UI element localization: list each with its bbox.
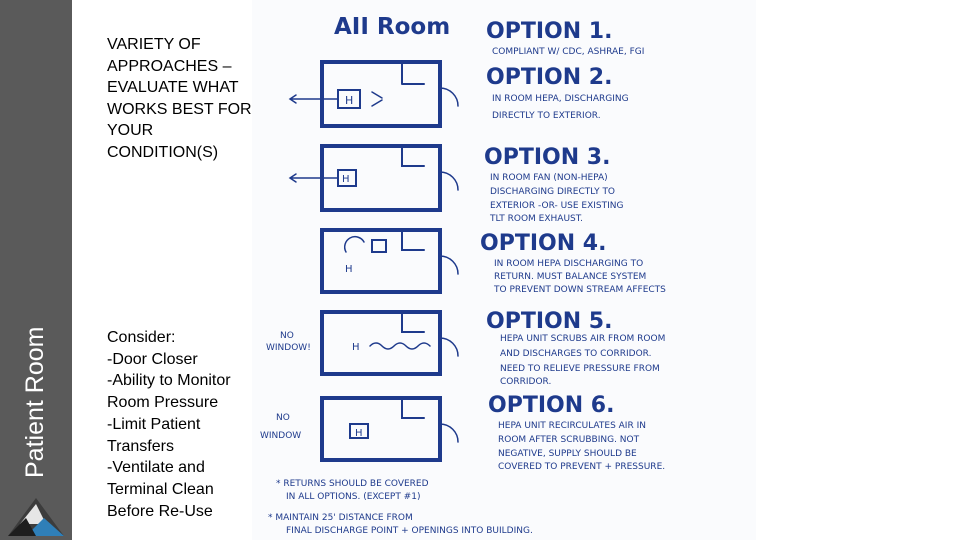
option-5-line: AND DISCHARGES TO CORRIDOR. <box>500 349 652 359</box>
option-3-label: OPTION 3. <box>484 145 611 170</box>
consider-line: Terminal Clean <box>107 480 214 498</box>
room-plan-1 <box>322 62 440 126</box>
option-6-line: NEGATIVE, SUPPLY SHOULD BE <box>498 449 637 459</box>
option-6-line: ROOM AFTER SCRUBBING. NOT <box>498 435 640 445</box>
option-2-label: OPTION 2. <box>486 65 613 90</box>
footnote-line: IN ALL OPTIONS. (EXCEPT #1) <box>286 492 421 502</box>
consider-line: -Limit Patient <box>107 415 201 433</box>
option-4-line: TO PREVENT DOWN STREAM AFFECTS <box>494 285 666 295</box>
option-5-line: NEED TO RELIEVE PRESSURE FROM <box>500 364 660 374</box>
consider-list <box>107 327 255 522</box>
option-3-line: DISCHARGING DIRECTLY TO <box>490 187 616 197</box>
consider-line: Consider: <box>107 329 176 346</box>
footnote-line: FINAL DISCHARGE POINT + OPENINGS INTO BUILDING. <box>286 526 533 536</box>
hepa-mark: H <box>352 342 360 353</box>
consider-line: -Ability to Monitor <box>107 372 231 390</box>
option-4-label: OPTION 4. <box>480 231 607 256</box>
sketch-image <box>252 0 756 540</box>
option-1-label: OPTION 1. <box>486 19 613 44</box>
hepa-mark: H <box>345 94 354 107</box>
room-plan-2 <box>322 146 440 210</box>
sidebar <box>0 0 72 540</box>
consider-line: Room Pressure <box>107 394 219 412</box>
footnote-line: * MAINTAIN 25' DISTANCE FROM <box>268 513 413 523</box>
option-1-line: COMPLIANT W/ CDC, ASHRAE, FGI <box>492 47 645 57</box>
option-5-line: HEPA UNIT SCRUBS AIR FROM ROOM <box>500 334 666 344</box>
hepa-mark: H <box>342 174 350 185</box>
option-2-line: DIRECTLY TO EXTERIOR. <box>492 111 601 121</box>
sketch-title: AII Room <box>334 14 451 40</box>
option-3-line: TLT ROOM EXHAUST. <box>490 214 584 224</box>
consider-line: -Door Closer <box>107 350 198 368</box>
heading-text: VARIETY OF APPROACHES – EVALUATE WHAT WORKS BEST FOR YOUR CONDITION(S) <box>107 36 252 161</box>
hepa-mark: H <box>355 428 363 439</box>
footnote-line: * RETURNS SHOULD BE COVERED <box>276 479 429 489</box>
consider-line: Transfers <box>107 437 174 455</box>
option-2-line: IN ROOM HEPA, DISCHARGING <box>492 94 629 104</box>
sidebar-title: Patient Room <box>21 326 49 478</box>
sketch-drawing <box>252 0 756 540</box>
consider-line: Before Re-Use <box>107 502 213 520</box>
option-3-line: IN ROOM FAN (NON-HEPA) <box>490 173 608 183</box>
option-4-line: RETURN. MUST BALANCE SYSTEM <box>494 272 647 282</box>
no-window-label: NO <box>276 413 290 423</box>
option-6-label: OPTION 6. <box>488 393 615 418</box>
no-window-label: NO <box>280 331 294 341</box>
option-5-line: CORRIDOR. <box>500 377 552 387</box>
no-window-label: WINDOW <box>260 431 302 441</box>
option-5-label: OPTION 5. <box>486 309 613 334</box>
option-4-line: IN ROOM HEPA DISCHARGING TO <box>494 259 644 269</box>
no-window-label: WINDOW! <box>266 343 311 353</box>
option-6-line: COVERED TO PREVENT + PRESSURE. <box>498 462 666 472</box>
logo-icon <box>6 494 66 538</box>
consider-line: -Ventilate and <box>107 459 205 477</box>
option-6-line: HEPA UNIT RECIRCULATES AIR IN <box>498 421 646 431</box>
option-3-line: EXTERIOR -OR- USE EXISTING <box>490 201 624 211</box>
hepa-mark: H <box>345 264 353 275</box>
room-plan-5 <box>322 398 440 460</box>
